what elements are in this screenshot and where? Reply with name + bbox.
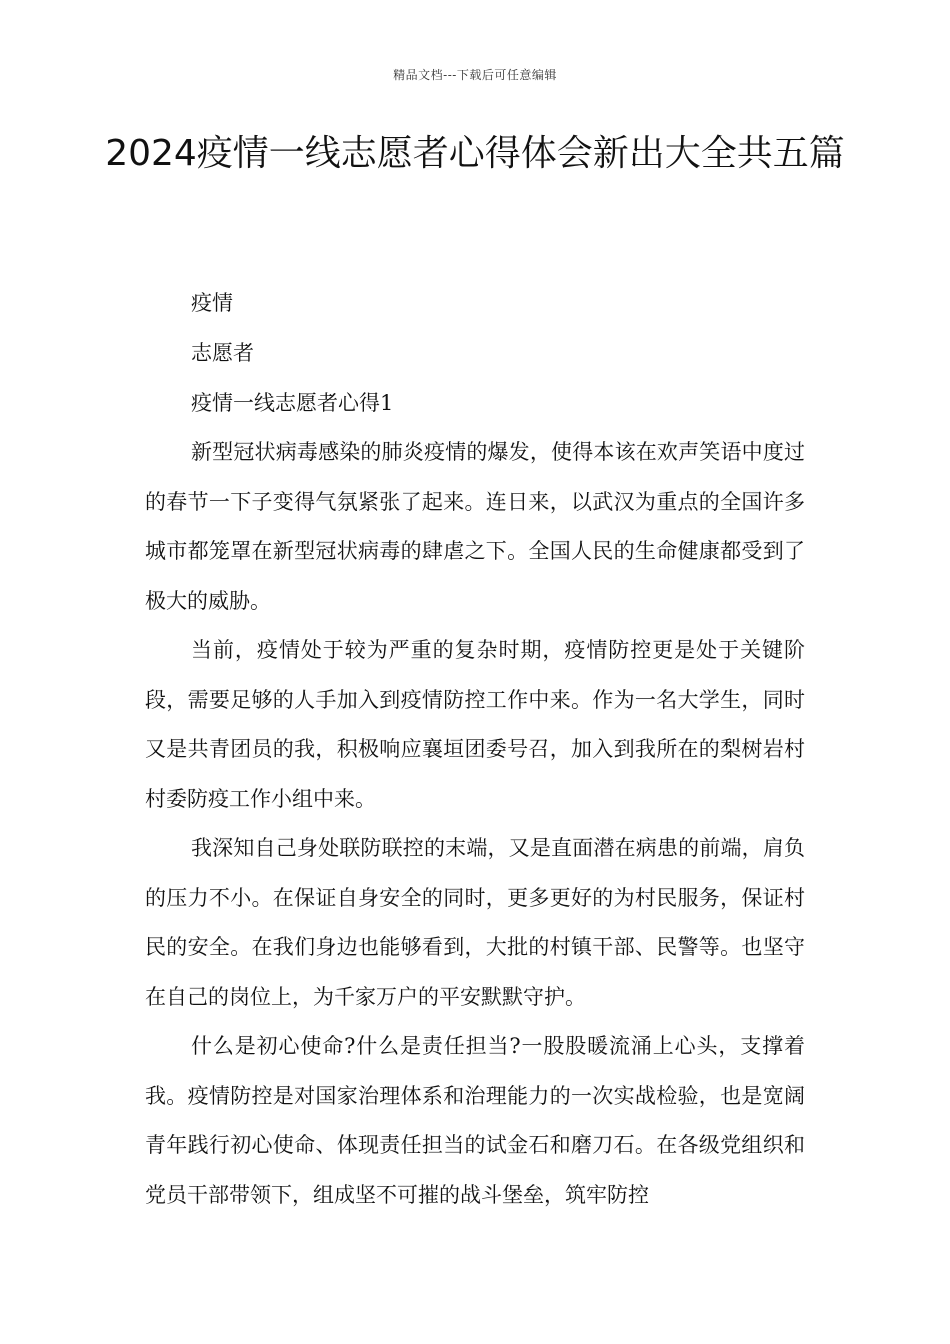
- paragraph-1: 新型冠状病毒感染的肺炎疫情的爆发，使得本该在欢声笑语中度过的春节一下子变得气氛紧张了起来。连日来，以武汉为重点的全国许多城市都笼罩在新型冠状病毒的肆虐之下。全国人民的生命健康都受到了极大的威胁。: [145, 440, 805, 613]
- document-body: [145, 278, 805, 1220]
- keyword-epidemic: 疫情: [191, 291, 233, 315]
- section-heading: 疫情一线志愿者心得1: [191, 391, 394, 415]
- document-title: 2024疫情一线志愿者心得体会新出大全共五篇: [105, 133, 845, 174]
- paragraph-2: 当前，疫情处于较为严重的复杂时期，疫情防控更是处于关键阶段，需要足够的人手加入到疫情防控工作中来。作为一名大学生，同时又是共青团员的我，积极响应襄垣团委号召，加入到我所在的梨树岩村村委防疫工作小组中来。: [145, 638, 805, 811]
- header-note: 精品文档---下载后可任意编辑: [393, 68, 557, 82]
- paragraph-3: 我深知自己身处联防联控的末端，又是直面潜在病患的前端，肩负的压力不小。在保证自身安全的同时，更多更好的为村民服务，保证村民的安全。在我们身边也能够看到，大批的村镇干部、民警等。也坚守在自己的岗位上，为千家万户的平安默默守护。: [145, 836, 805, 1009]
- keyword-volunteer: 志愿者: [191, 341, 254, 365]
- paragraph-4: 什么是初心使命?什么是责任担当?一股股暖流涌上心头，支撑着我。疫情防控是对国家治理体系和治理能力的一次实战检验，也是宽阔青年践行初心使命、体现责任担当的试金石和磨刀石。在各级党组织和党员干部带领下，组成坚不可摧的战斗堡垒，筑牢防控: [145, 1034, 805, 1207]
